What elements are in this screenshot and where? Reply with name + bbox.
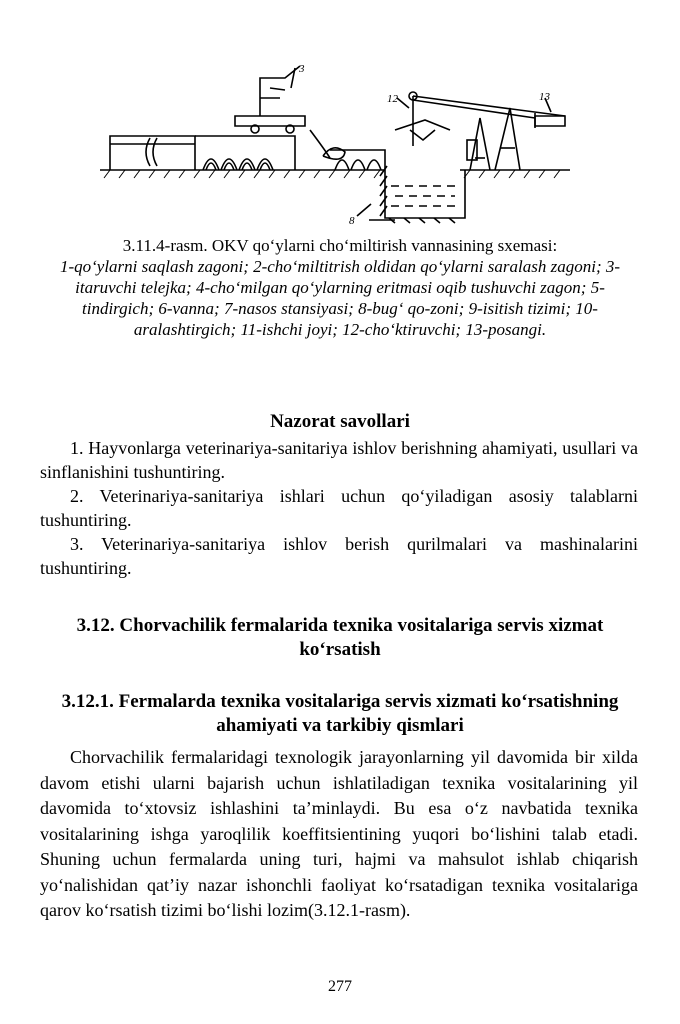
section-heading: 3.12. Chorvachilik fermalarida texnika vositalariga servis xizmat ko‘rsatish <box>76 615 604 660</box>
label-3: 3 <box>299 63 305 75</box>
figure-caption-legend: 1-qo‘ylarni saqlash zagoni; 2-cho‘miltitrish oldidan qo‘ylarni saralash zagoni; 3-itaruvchi telejka; 4-cho‘milgan qo‘ylarning eritmasi oqib tushuvchi zagon; 5-tindirgich; 6-vanna; 7-nasos stansiyasi; 8-bug‘ qo-zoni; 9-isitish tizimi; 10-aralashtirgich; 11-ishchi joyi; 12-cho‘ktiruvchi; 13-posangi. <box>59 257 621 339</box>
label-13: 13 <box>539 91 550 103</box>
body-paragraph: Chorvachilik fermalaridagi texnologik jarayonlarning yil davomida bir xilda davom etishi ularni bajarish uchun ishlatiladigan texnika vositalarining yil davomida to‘xtovsiz ishlashini ta’minlaydi. Bu esa o‘z navbatida texnika vositalarining ishga yaroqlilik koeffitsientining yuqori bo‘lishini talab etadi. Shuning uchun fermalarda uning turi, hajmi va mahsulot ishlab chiqarish yo‘nalishidan qat’iy nazar ishonchli faoliyat ko‘rsatadigan texnika vositalariga qarov ko‘rsatish tizimi bo‘lishi lozim(3.12.1-rasm). <box>40 747 638 920</box>
label-8: 8 <box>349 215 355 227</box>
figure-caption-title: 3.11.4-rasm. OKV qo‘ylarni cho‘miltirish vannasining sxemasi: <box>122 236 558 255</box>
subsection-heading: 3.12.1. Fermalarda texnika vositalariga servis xizmati ko‘rsatishning ahamiyati va tarkibiy qismlari <box>61 691 619 736</box>
page-number: 277 <box>328 978 352 995</box>
question-item: 1. Hayvonlarga veterinariya-sanitariya ishlov berishning ahamiyati, usullari va sinflanishini tushuntiring. <box>40 438 638 482</box>
question-item: 3. Veterinariya-sanitariya ishlov berish qurilmalari va mashinalarini tushuntiring. <box>40 534 638 578</box>
control-questions-list <box>40 436 638 580</box>
control-questions-heading: Nazorat savollari <box>270 411 410 432</box>
label-12: 12 <box>387 93 398 105</box>
question-item: 2. Veterinariya-sanitariya ishlari uchun qo‘yiladigan asosiy talablarni tushuntiring. <box>40 486 638 530</box>
dipping-bath-diagram <box>95 58 575 230</box>
figure-caption <box>40 235 640 340</box>
